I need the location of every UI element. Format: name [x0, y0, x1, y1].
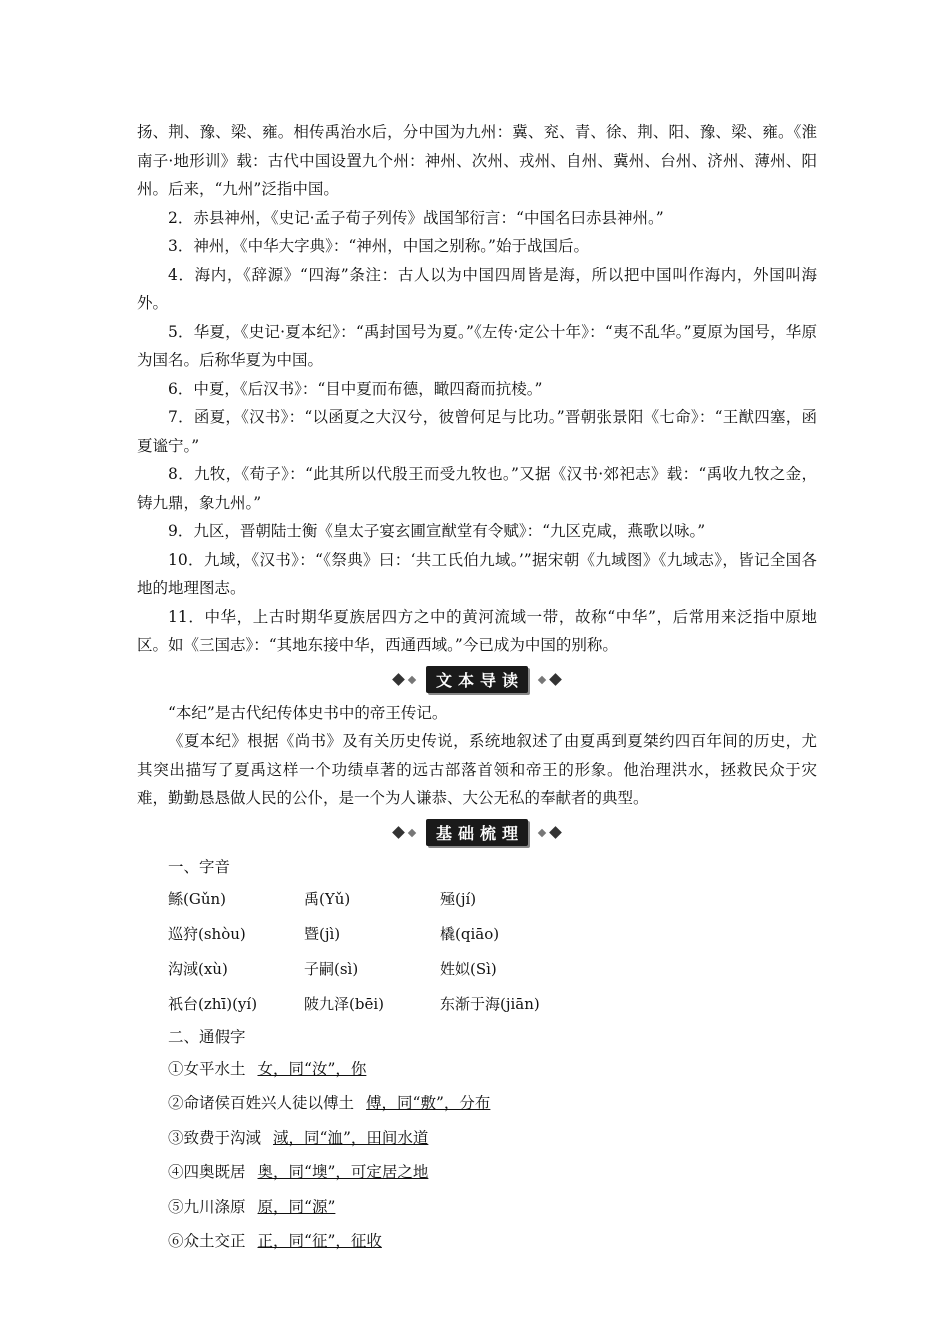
- tongjia-sentence: ①女平水土: [168, 1059, 246, 1078]
- paragraph-item-6: 6．中夏，《后汉书》：“目中夏而布德，瞰四裔而抗棱。”: [168, 379, 543, 398]
- pronunciation-item: 沟淢(xù): [168, 959, 228, 978]
- diamond-ornament-icon: [391, 675, 418, 684]
- tongjia-answer: 女，同“汝”，你: [257, 1059, 367, 1078]
- pronunciation-item: 陂九泽(bēi): [304, 994, 384, 1013]
- tongjia-answer: 傅，同“敷”，分布: [366, 1094, 491, 1112]
- diamond-ornament-icon: [536, 675, 563, 684]
- tongjia-item: [168, 1155, 817, 1190]
- paragraph-item-9: 9．九区，晋朝陆士衡《皇太子宴玄圃宣猷堂有令赋》：“九区克咸，燕歌以咏。”: [168, 522, 706, 540]
- pronunciation-item: 姓姒(Sì): [440, 959, 497, 978]
- tongjia-answer: 奥，同“墺”，可定居之地: [257, 1163, 429, 1181]
- tongjia-sentence: ②命诸侯百姓兴人徒以傅土: [168, 1094, 355, 1112]
- diamond-ornament-icon: [391, 828, 418, 837]
- tongjia-item: [168, 1052, 817, 1087]
- tongjia-sentence: ⑥众土交正: [168, 1232, 246, 1250]
- tongjia-answer: 原，同“源”: [257, 1197, 336, 1216]
- pronunciation-item: 禹(Yǔ): [304, 889, 351, 908]
- document-page: [137, 118, 817, 1259]
- pronunciation-item: 橇(qiāo): [440, 924, 500, 943]
- paragraph-item-4: 4．海内，《辞源》“四海”条注：古人以为中国四周皆是海，所以把中国叫作海内，外国叫海外。: [137, 265, 817, 312]
- paragraph-nine-states: 扬、荆、豫、梁、雍。相传禹治水后，分中国为九州：冀、兖、青、徐、荆、阳、豫、梁、雍。《淮南子·地形训》载：古代中国设置九个州：神州、次州、戎州、自州、冀州、台州、济州、薄州、阳州。后来，“九州”泛指中国。: [137, 123, 817, 198]
- pronunciation-grid: [168, 882, 817, 1022]
- subheading-pronunciation: 一、字音: [168, 857, 231, 876]
- section-header-basics: [137, 816, 817, 850]
- guide-paragraph-1: “本纪”是古代纪传体史书中的帝王传记。: [168, 703, 448, 722]
- paragraph-item-10: 10．九域，《汉书》：“《祭典》曰：‘共工氏伯九域。’”据宋朝《九域图》《九域志》，皆记全国各地的地理图志。: [137, 550, 817, 597]
- tongjia-sentence: ③致费于沟淢: [168, 1128, 262, 1147]
- paragraph-item-8: 8．九牧，《荀子》：“此其所以代殷王而受九牧也。”又据《汉书·郊祀志》载：“禹收九牧之金，铸九鼎，象九州。”: [137, 465, 817, 512]
- tongjia-sentence: ④四奥既居: [168, 1163, 246, 1181]
- pronunciation-item: 殛(jí): [440, 889, 477, 908]
- tongjia-item: [168, 1121, 817, 1156]
- tongjia-answer: 淢，同“洫”，田间水道: [273, 1128, 429, 1147]
- paragraph-item-11: 11．中华，上古时期华夏族居四方之中的黄河流域一带，故称“中华”，后常用来泛指中原地区。如《三国志》：“其地东接中华，西通西域。”今已成为中国的别称。: [137, 607, 817, 654]
- paragraph-item-5: 5．华夏，《史记·夏本纪》：“禹封国号为夏。”《左传·定公十年》：“夷不乱华。”夏原为国号，华原为国名。后称华夏为中国。: [137, 322, 817, 369]
- tongjia-answer: 正，同“征”，征收: [257, 1232, 382, 1250]
- tongjia-item: [168, 1190, 817, 1225]
- section-title: 基础梳理: [426, 819, 528, 846]
- tongjia-sentence: ⑤九川涤原: [168, 1197, 246, 1216]
- paragraph-item-2: 2．赤县神州，《史记·孟子荀子列传》战国邹衍言：“中国名曰赤县神州。”: [168, 208, 664, 227]
- guide-paragraph-2: 《夏本纪》根据《尚书》及有关历史传说，系统地叙述了由夏禹到夏桀约四百年间的历史，尤其突出描写了夏禹这样一个功绩卓著的远古部落首领和帝王的形象。他治理洪水，拯救民众于灾难，勤勤恳恳做人民的公仆，是一个为人谦恭、大公无私的奉献者的典型。: [137, 732, 817, 807]
- tongjia-item: [168, 1086, 817, 1121]
- section-title: 文本导读: [426, 666, 528, 693]
- tongjia-item: [168, 1224, 817, 1259]
- subheading-tongjia: 二、通假字: [168, 1027, 246, 1046]
- pronunciation-item: 子嗣(sì): [304, 959, 359, 978]
- pronunciation-item: 暨(jì): [304, 924, 341, 943]
- pronunciation-item: 巡狩(shòu): [168, 924, 246, 943]
- paragraph-item-3: 3．神州，《中华大字典》：“神州，中国之别称。”始于战国后。: [168, 237, 589, 255]
- section-header-text-guide: [137, 663, 817, 697]
- pronunciation-item: 鲧(Gǔn): [168, 889, 227, 908]
- pronunciation-item: 祇台(zhī)(yí): [168, 994, 258, 1013]
- diamond-ornament-icon: [536, 828, 563, 837]
- paragraph-item-7: 7．函夏，《汉书》：“以函夏之大汉兮，彼曾何足与比功。”晋朝张景阳《七命》：“王猷四塞，函夏谧宁。”: [137, 408, 817, 455]
- pronunciation-item: 东渐于海(jiān): [440, 994, 540, 1013]
